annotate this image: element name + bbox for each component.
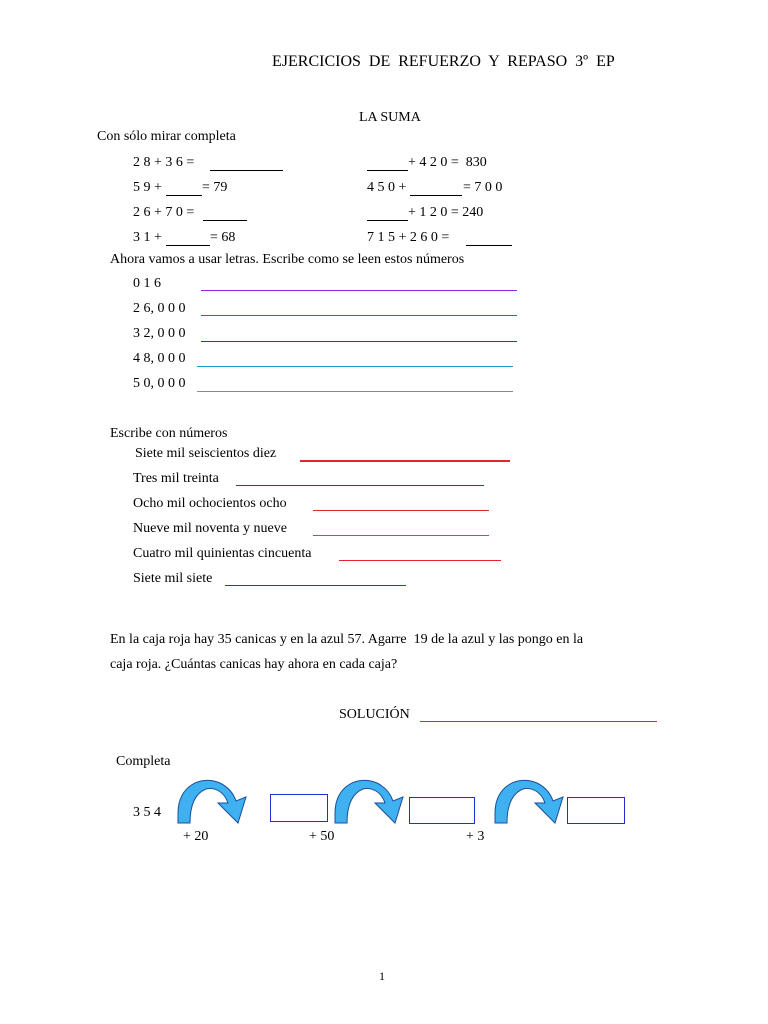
answer-line[interactable] (300, 460, 510, 462)
word-item: Siete mil seiscientos diez (135, 446, 277, 461)
number-item: 3 2, 0 0 0 (133, 326, 186, 341)
problem-line-2: caja roja. ¿Cuántas canicas hay ahora en cada caja? (110, 657, 398, 672)
answer-line[interactable] (225, 585, 406, 586)
step-label: + 50 (309, 829, 335, 844)
start-number: 3 5 4 (133, 805, 161, 820)
sum-left-2a: 5 9 + (133, 180, 162, 195)
word-item: Ocho mil ochocientos ocho (133, 496, 287, 511)
page-number: 1 (379, 969, 385, 983)
curved-arrow-icon (333, 777, 413, 823)
answer-line[interactable] (236, 485, 484, 486)
number-item: 5 0, 0 0 0 (133, 376, 186, 391)
sum-right-1: + 4 2 0 = 830 (408, 155, 487, 170)
answer-box[interactable] (270, 794, 328, 822)
sum-right-3: + 1 2 0 = 240 (408, 205, 484, 220)
sum-left-2b: = 79 (202, 180, 228, 195)
number-item: 4 8, 0 0 0 (133, 351, 186, 366)
word-item: Cuatro mil quinientas cincuenta (133, 546, 312, 561)
word-item: Tres mil treinta (133, 471, 219, 486)
instruction-letras: Ahora vamos a usar letras. Escribe como se leen estos números (110, 252, 465, 267)
answer-box[interactable] (567, 797, 625, 824)
instruction-suma: Con sólo mirar completa (97, 129, 236, 144)
word-item: Siete mil siete (133, 571, 213, 586)
step-label: + 3 (466, 829, 485, 844)
answer-line[interactable] (210, 170, 283, 171)
sum-right-2a: 4 5 0 + (367, 180, 407, 195)
answer-line[interactable] (201, 341, 517, 342)
sum-left-3: 2 6 + 7 0 = (133, 205, 195, 220)
answer-line[interactable] (197, 366, 513, 367)
curved-arrow-icon (176, 777, 256, 823)
number-item: 0 1 6 (133, 276, 161, 291)
sum-right-4: 7 1 5 + 2 6 0 = (367, 230, 450, 245)
sum-left-4a: 3 1 + (133, 230, 162, 245)
section-title-suma: LA SUMA (359, 110, 421, 125)
answer-line[interactable] (367, 170, 408, 171)
solution-answer-line[interactable] (420, 721, 657, 722)
instruction-numeros: Escribe con números (110, 426, 228, 441)
curved-arrow-icon (493, 777, 573, 823)
answer-line[interactable] (410, 195, 462, 196)
solution-label: SOLUCIÓN (339, 707, 410, 722)
answer-line[interactable] (466, 245, 512, 246)
answer-line[interactable] (197, 391, 513, 392)
answer-line[interactable] (339, 560, 501, 561)
page-title: EJERCICIOS DE REFUERZO Y REPASO 3º EP (272, 53, 615, 70)
sum-left-4b: = 68 (210, 230, 236, 245)
word-item: Nueve mil noventa y nueve (133, 521, 287, 536)
answer-line[interactable] (313, 510, 489, 511)
answer-line[interactable] (166, 195, 202, 196)
answer-line[interactable] (166, 245, 210, 246)
step-label: + 20 (183, 829, 209, 844)
sum-left-1: 2 8 + 3 6 = (133, 155, 195, 170)
problem-line-1: En la caja roja hay 35 canicas y en la azul 57. Agarre 19 de la azul y las pongo en la (110, 632, 584, 647)
answer-line[interactable] (313, 535, 489, 536)
answer-line[interactable] (367, 220, 408, 221)
answer-line[interactable] (203, 220, 247, 221)
answer-line[interactable] (201, 290, 517, 291)
answer-line[interactable] (201, 315, 517, 316)
answer-box[interactable] (409, 797, 475, 824)
completa-label: Completa (116, 754, 171, 769)
sum-right-2b: = 7 0 0 (463, 180, 503, 195)
number-item: 2 6, 0 0 0 (133, 301, 186, 316)
